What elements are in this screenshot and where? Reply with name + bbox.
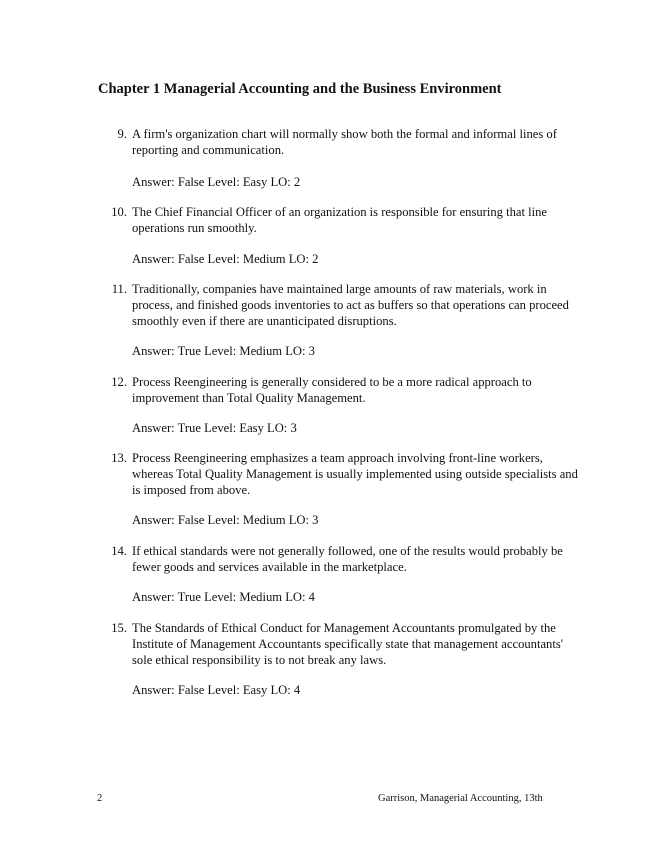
question-text: A firm's organization chart will normally show both the formal and informal lines of reporting and communication.	[132, 127, 557, 157]
question-text: The Chief Financial Officer of an organization is responsible for ensuring that line operations run smoothly.	[132, 205, 548, 235]
question-number: 14.	[111, 544, 127, 558]
question-number: 12.	[111, 375, 127, 389]
question-answer: Answer: True Level: Medium LO: 4	[132, 590, 315, 604]
chapter-title-text: Chapter 1 Managerial Accounting and the Business Environment	[98, 81, 502, 97]
question-text: The Standards of Ethical Conduct for Management Accountants promulgated by the Institute of Management Accountants specifically state that management accountants' sole ethical responsibility is to not break any laws.	[132, 621, 564, 667]
book-title-text: Garrison, Managerial Accounting, 13th	[378, 793, 543, 804]
chapter-title	[98, 77, 558, 97]
question-answer: Answer: True Level: Medium LO: 3	[132, 344, 315, 358]
question-number: 10.	[111, 205, 127, 219]
book-title-footer	[378, 793, 578, 805]
question-number: 11.	[111, 282, 127, 296]
page-number-text: 2	[97, 793, 103, 804]
question-answer: Answer: True Level: Easy LO: 3	[132, 421, 297, 435]
question-answer: Answer: False Level: Medium LO: 2	[132, 252, 319, 266]
question-text: If ethical standards were not generally followed, one of the results would probably be fewer goods and services available in the marketplace.	[132, 544, 563, 574]
question-text: Process Reengineering emphasizes a team approach involving front-line workers, whereas Total Quality Management is usually implemented using outside specialists and is imposed from above.	[132, 451, 578, 497]
question-number: 13.	[111, 451, 127, 465]
question-number: 15.	[111, 621, 127, 635]
question-answer: Answer: False Level: Easy LO: 2	[132, 175, 301, 189]
question-text: Process Reengineering is generally considered to be a more radical approach to improvement than Total Quality Management.	[132, 375, 532, 405]
question-answer: Answer: False Level: Medium LO: 3	[132, 513, 319, 527]
page-number	[97, 793, 117, 805]
question-text: Traditionally, companies have maintained large amounts of raw materials, work in process, and finished goods inventories to act as buffers so that operations can proceed smoothly even if there are unanticipated disruptions.	[132, 282, 569, 328]
question-answer: Answer: False Level: Easy LO: 4	[132, 683, 301, 697]
question-number: 9.	[117, 127, 127, 141]
